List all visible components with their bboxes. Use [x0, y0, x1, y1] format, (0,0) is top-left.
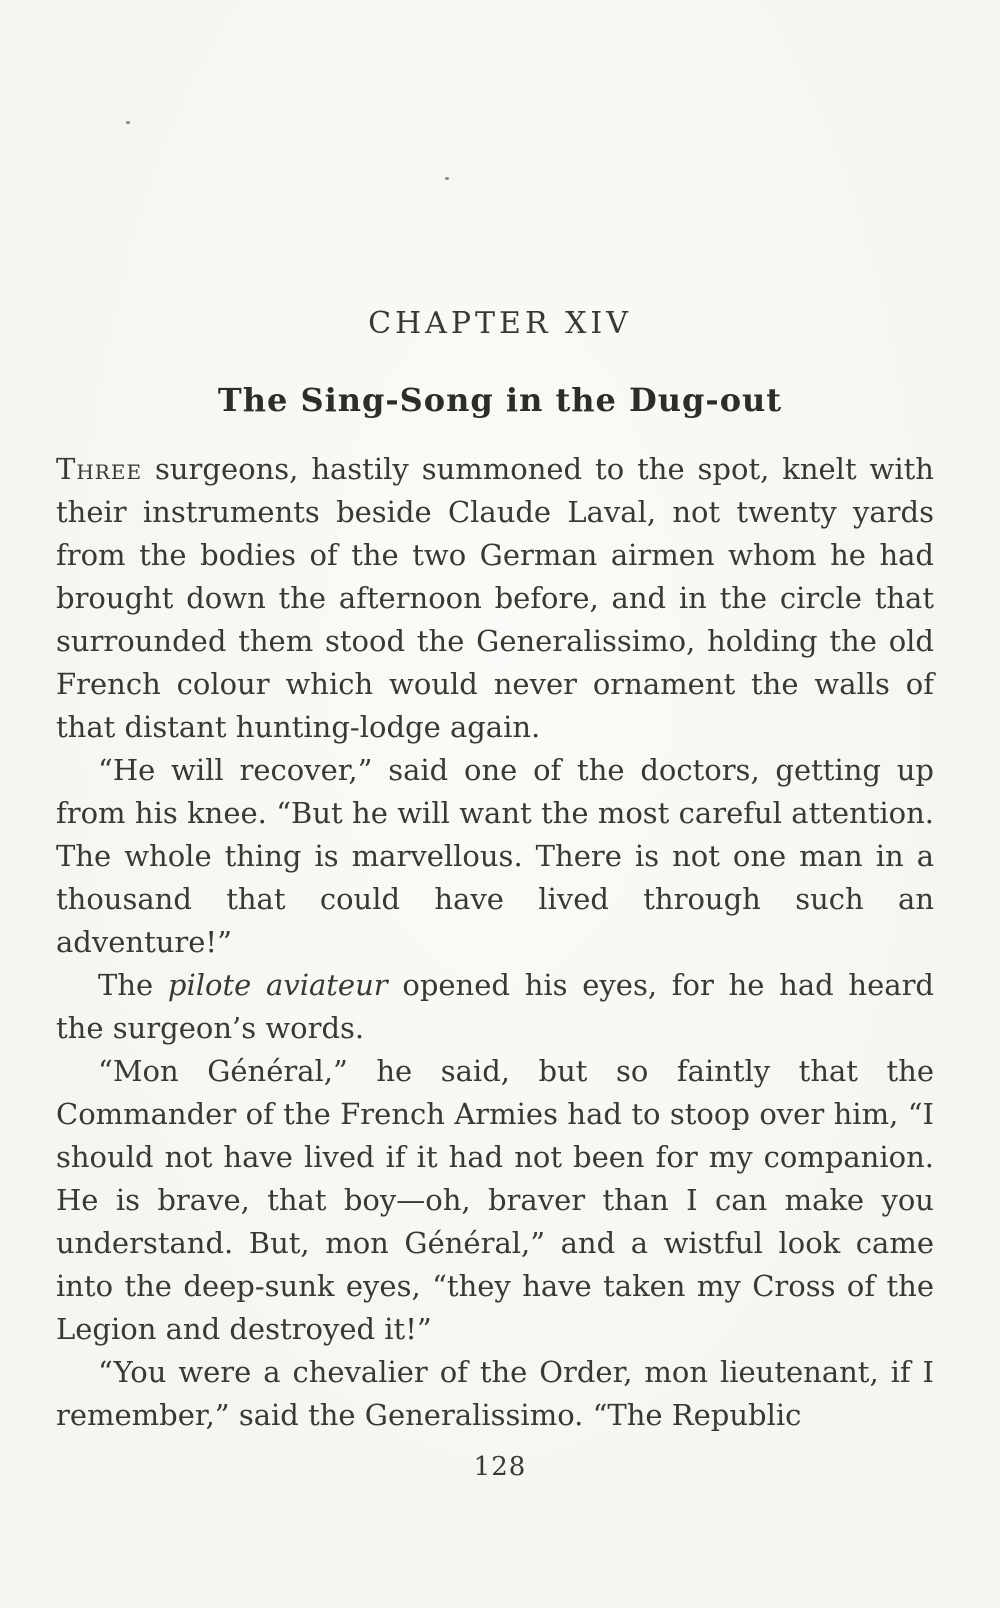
text-run: “He will recover,” said one of the doctors, getting up from his knee. “But he will want the most careful attention. The whole thing is marvellous. There is not one man in a thousand that could have lived through such an adventure!” — [56, 753, 934, 959]
paragraph — [56, 1351, 934, 1437]
paragraph — [56, 749, 934, 964]
chapter-heading: CHAPTER XIV — [368, 306, 632, 341]
paragraph — [56, 964, 934, 1050]
chapter-title: The Sing-Song in the Dug-out — [217, 381, 783, 419]
text-run: The — [98, 968, 168, 1002]
scan-speck — [445, 177, 449, 180]
page-number: 128 — [473, 1452, 527, 1482]
text-run-smallcaps: Three — [56, 452, 143, 486]
paragraph — [56, 1050, 934, 1351]
paragraph — [56, 448, 934, 749]
text-run-italic: pilote aviateur — [167, 968, 388, 1002]
text-run: “Mon Général,” he said, but so faintly that the Commander of the French Armies had to stoop over him, “I should not have lived if it had not been for my companion. He is brave, that boy—oh, braver than I can make you understand. But, mon Général,” and a wistful look came into the deep-sunk eyes, “they have taken my Cross of the Legion and destroyed it!” — [56, 1054, 934, 1346]
scan-speck — [126, 121, 130, 124]
text-run: “You were a chevalier of the Order, mon lieutenant, if I remember,” said the Generalissimo. “The Republic — [56, 1355, 934, 1432]
text-run: opened his eyes, for he had heard the surgeon’s words. — [56, 968, 934, 1045]
text-run: surgeons, hastily summoned to the spot, knelt with their instruments beside Claude Laval, not twenty yards from the bodies of the two German airmen whom he had brought down the afternoon before, and in the circle that surrounded them stood the Generalissimo, holding the old French colour which would never ornament the walls of that distant hunting-lodge again. — [56, 452, 934, 744]
body-text — [56, 448, 934, 1437]
